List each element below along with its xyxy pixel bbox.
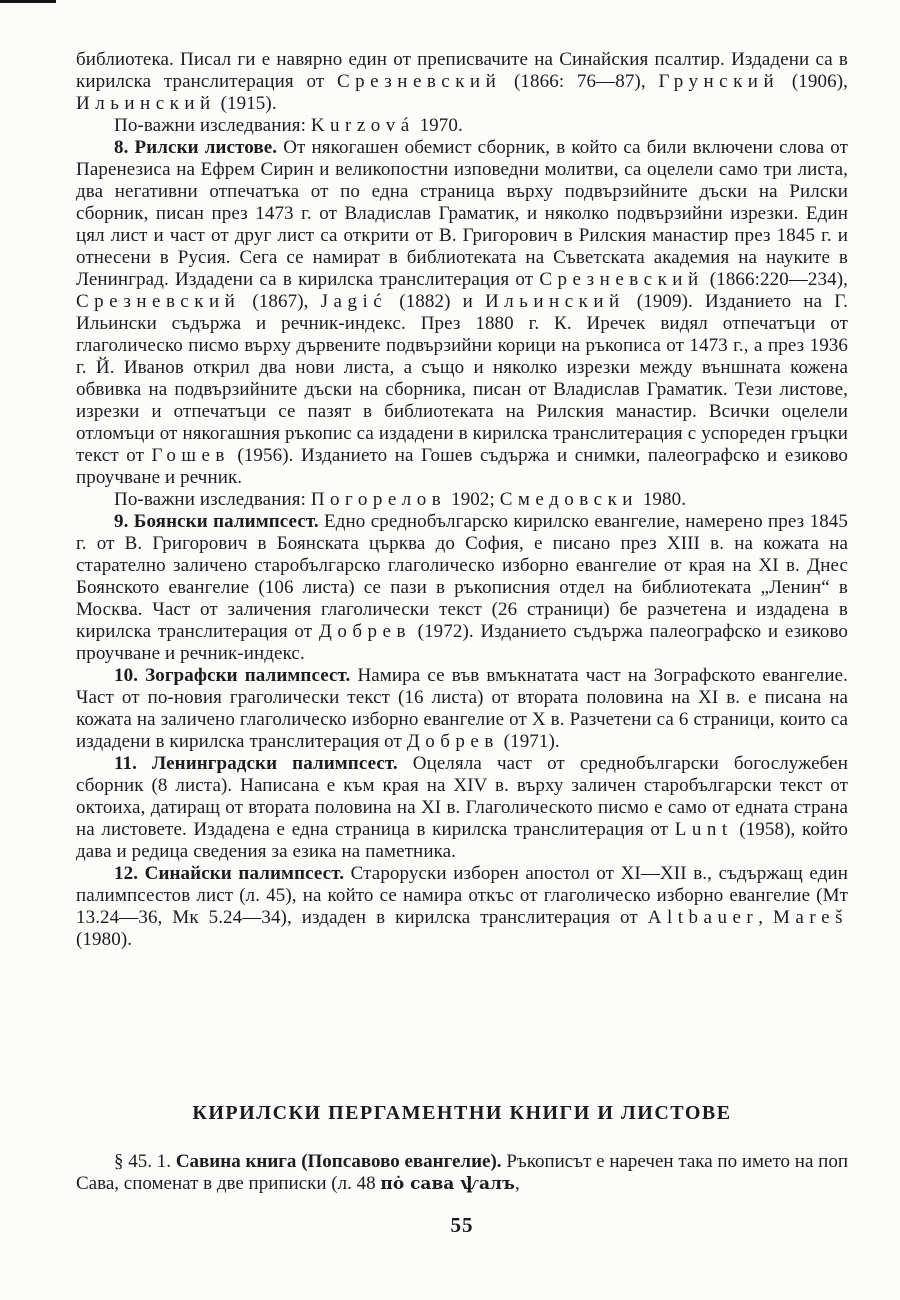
section-title: 9. Боянски палимпсест. — [114, 511, 325, 532]
section-title: 10. Зографски палимпсест. — [114, 665, 358, 686]
church-slavonic-text: по̇ сава ѱалъ — [380, 1174, 516, 1194]
text-run: (1972). Изданието съдържа палеографско и езиково проучване и речник-индекс. — [76, 621, 849, 664]
section-10-zografski-palimpsest — [76, 665, 848, 753]
text-run: Оцеляла част от среднобългарски богослужебен сборник (8 листа). Написана е към края на XIV в. върху заличен старобългарски текст от октоиха, датиращ от втората половина на XI в. Глаголическото писмо е само от едната страна на листовете. Издадена е една страница в кирилска транслитерация от — [76, 753, 848, 840]
section-11-leningradski-palimpsest — [76, 753, 848, 863]
chapter-heading: КИРИЛСКИ ПЕРГАМЕНТНИ КНИГИ И ЛИСТОВЕ — [192, 1102, 732, 1124]
author-name: Срезневский — [76, 291, 241, 312]
text-run: (1958), който дава и редица сведения за езика на паметника. — [76, 819, 848, 862]
body-text — [76, 49, 848, 951]
author-name: Срезневский — [539, 269, 704, 290]
author-name: Altbauer — [647, 907, 759, 928]
text-run: (1867), — [240, 291, 321, 312]
text-run: Едно среднобългарско кирилско евангелие, намерено през 1845 г. от В. Григорович в Боянската църква до София, е писано през XIII в. на кожата на старателно заличено старобългарско глаголическо изборно евангелие от края на XI в. Днес Боянското евангелие (106 листа) се пази в ръкописния отдел на библиотеката „Ленин“ в Москва. Част от заличения глаголически текст (26 страници) бе разчетена и издадена в кирилска транслитерация от — [76, 511, 848, 642]
author-name: Kurzová — [310, 115, 415, 136]
text-run: 1970. — [414, 115, 463, 136]
author-name: Грунский — [658, 71, 780, 92]
section-title: 12. Синайски палимпсест. — [114, 863, 351, 884]
studies-note-2 — [76, 489, 848, 511]
section-title: Савина книга (Попсавово евангелие). — [175, 1151, 507, 1172]
author-name: Lunt — [674, 819, 733, 840]
paragraph-continuation — [76, 49, 848, 115]
text-run: , — [758, 907, 774, 928]
text-run: Намира се във вмъкнатата част на Зографското евангелие. Част от по-новия граголически текст (16 листа) от втората половина на XI в. е писана на кожата на заличено глаголическо изборно евангелие от X в. Разчетени са 6 страници, които са издадени в кирилска транслитерация от — [76, 665, 848, 752]
author-name: Ильинский — [76, 93, 216, 114]
text-run: , — [515, 1173, 520, 1194]
text-run: (1906), — [779, 71, 848, 92]
text-run: (1866: 76—87), — [501, 71, 659, 92]
author-name: Гошев — [151, 445, 230, 466]
text-run: 1902; — [446, 489, 500, 510]
text-run: По-важни изследвания: — [114, 115, 311, 136]
studies-note-1 — [76, 115, 848, 137]
page-number: 55 — [450, 1213, 474, 1237]
author-name: Добрев — [406, 731, 499, 752]
text-run: Староруски изборен апостол от XI—XII в., съдържащ един палимпсестов лист (л. 45), на който се намира откъс от глаголическо изборно евангелие (Мт 13.24—36, Мк 5.24—34), издаден в кирилска транслитерация от — [76, 863, 848, 928]
author-name: Погорелов — [310, 489, 447, 510]
text-run: От някогашен обемист сборник, в който са били включени слова от Паренезиса на Ефрем Сирин и великопостни изповедни молитви, са оцелели само три листа, два негативни отпечатъка от по една страница върху подвързийните дъски на Рилски сборник, писан през 1473 г. от Владислав Граматик, и няколко подвързийни изрезки. Един цял лист и част от друг лист са открити от В. Григорович в Рилския манастир през 1845 г. и отнесени в Русия. Сега се намират в библиотеката на Съветската академия на науките в Ленинград. Издадени са в кирилска транслитерация от — [76, 137, 848, 290]
text-run: (1882) и — [387, 291, 485, 312]
text-run: (1915). — [215, 93, 277, 114]
text-run: (1980). — [76, 929, 133, 950]
text-run: (1971). — [498, 731, 560, 752]
text-run: (1956). Изданието на Гошев съдържа и снимки, палеографско и езиково проучване и речник. — [76, 445, 848, 488]
section-8-rilski-listove — [76, 137, 848, 489]
author-name: Ильинский — [484, 291, 625, 312]
text-run: Ръкописът е наречен така по името на поп Сава, споменат в две приписки (л. 48 — [76, 1151, 849, 1194]
bottom-section — [76, 1102, 848, 1238]
section-45-savina-kniga — [76, 1151, 848, 1195]
author-name: Добрев — [318, 621, 411, 642]
section-12-sinayski-palimpsest — [76, 863, 848, 951]
section-9-boyanski-palimpsest — [76, 511, 848, 665]
author-name: Срезневский — [336, 71, 502, 92]
section-title: 11. Ленинградски палимпсест. — [114, 753, 413, 774]
section-title: 8. Рилски листове. — [114, 137, 284, 158]
author-name: Смедовски — [499, 489, 638, 510]
text-run: 1980. — [637, 489, 687, 510]
paragraph-mark: § 45. 1. — [114, 1151, 176, 1172]
text-run: По-важни изследвания: — [114, 489, 311, 510]
author-name: Jagić — [320, 291, 388, 312]
scan-edge-artifact — [0, 0, 56, 3]
text-run: (1909). Изданието на Г. Ильински съдържа и речник-индекс. През 1880 г. К. Иречек видял отпечатъци от глаголическо писмо върху дървените подвързийни корици на ръкописа от 1473 г., а през 1936 г. Й. Иванов открил два нови листа, а също и няколко изрезки между външната кожена обвивка на подвързийните дъски на сборника, писан от Владислав Граматик. Тези листове, изрезки и отпечатъци се пазят в библиотеката на Рилския манастир. Всички оцелели отломъци от някогашния ръкопис са издадени в кирилска транслитерация с успореден гръцки текст от — [76, 291, 848, 466]
author-name: Mareš — [773, 907, 848, 928]
text-run: библиотека. Писал ги е навярно един от преписвачите на Синайския псалтир. Издадени са в кирилска транслитерация от — [76, 49, 848, 92]
text-run: (1866:220—234), — [703, 269, 848, 290]
